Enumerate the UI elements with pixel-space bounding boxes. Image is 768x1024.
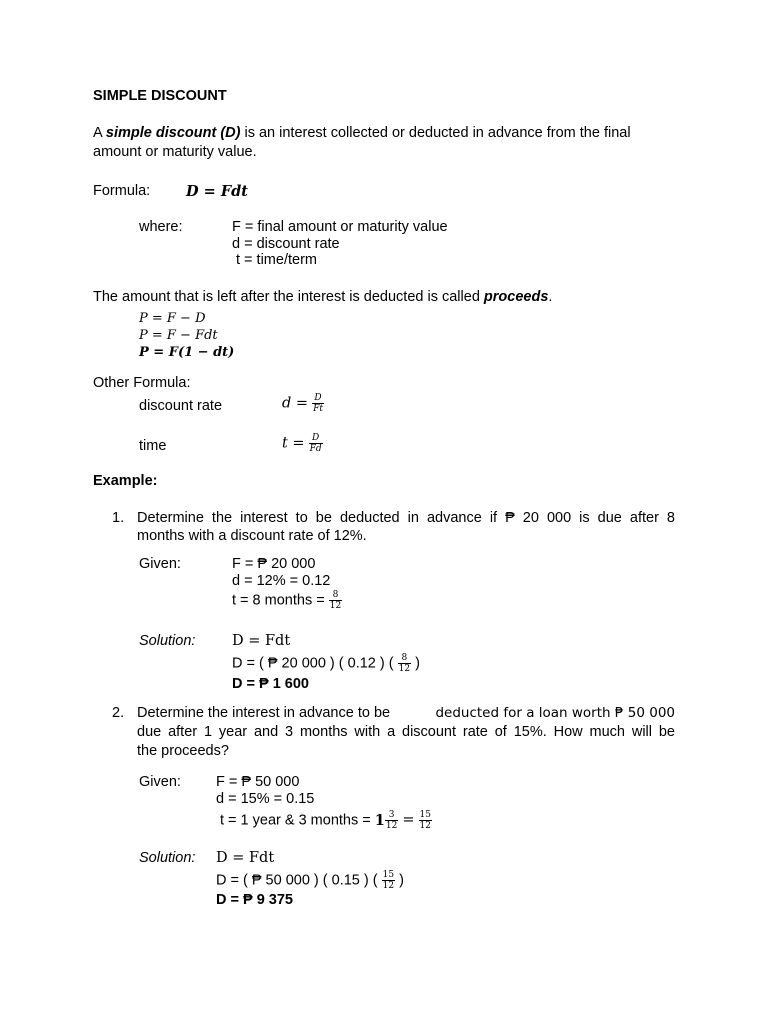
- example-2-given-t-den: 12: [385, 821, 398, 831]
- example-1-given-label: Given:: [139, 556, 181, 572]
- example-1-answer: D = ₱ 1 600: [232, 676, 309, 692]
- example-2-solution-2-post: ): [399, 872, 404, 889]
- time-numerator: D: [309, 433, 323, 444]
- example-1-given-d: d = 12% = 0.12: [232, 573, 331, 589]
- example-2-line-3: the proceeds?: [137, 743, 229, 759]
- page-title: SIMPLE DISCOUNT: [93, 88, 227, 104]
- proceeds-text: The amount that is left after the interest is deducted is called: [93, 289, 480, 305]
- example-2-line-2: due after 1 year and 3 months with a discount rate of 15%. How much will be: [137, 724, 675, 740]
- example-2-solution-1: D = Fdt: [216, 850, 275, 866]
- time-label: time: [139, 438, 167, 454]
- intro-line-2: amount or maturity value.: [93, 144, 257, 160]
- proceeds-eq-3: P = F(1 − dt): [139, 345, 235, 360]
- example-1-line-2: months with a discount rate of 12%.: [137, 528, 367, 544]
- example-2-given-t-text: t = 1 year & 3 months =: [220, 812, 371, 829]
- example-1-solution-2-pre: D = ( ₱ 20 000 ) ( 0.12 ) (: [232, 655, 394, 672]
- example-2-given-t-num-2: 15: [419, 810, 431, 820]
- intro-term: simple discount (D): [105, 125, 241, 141]
- rate-denominator: Ft: [313, 404, 323, 414]
- example-1-line-1: Determine the interest to be deducted in advance if ₱ 20 000 is due after 8: [137, 510, 675, 526]
- example-2-number: 2.: [112, 705, 125, 721]
- example-1-solution-2-post: ): [415, 655, 420, 672]
- proceeds-period: .: [548, 289, 553, 305]
- example-2-answer: D = ₱ 9 375: [216, 892, 293, 908]
- example-1-given-t-num: 8: [329, 590, 342, 601]
- intro-line-1: [93, 125, 631, 142]
- rate-lhs: d =: [282, 395, 309, 412]
- example-1-given-t-den: 12: [329, 601, 342, 611]
- example-2-solution-2-fraction: [382, 870, 395, 891]
- example-1-solution-1: D = Fdt: [232, 633, 291, 649]
- example-1-solution-2: [232, 653, 420, 674]
- proceeds-eq-1: P = F − D: [139, 311, 206, 326]
- where-d: d = discount rate: [232, 236, 340, 252]
- example-label: Example:: [93, 473, 158, 489]
- example-2-solution-2-num: 15: [382, 870, 395, 880]
- example-1-given-t: [232, 590, 342, 611]
- example-1-given-f: F = ₱ 20 000: [232, 556, 316, 572]
- example-2-given-label: Given:: [139, 774, 181, 790]
- where-label: where:: [139, 219, 183, 235]
- example-2-line-1-a: Determine the interest in advance to be: [137, 705, 391, 721]
- example-2-given-t-fraction-2: [419, 810, 432, 831]
- example-1-solution-label: Solution:: [139, 633, 196, 649]
- example-2-solution-2-pre: D = ( ₱ 50 000 ) ( 0.15 ) (: [216, 872, 378, 889]
- time-fraction: [309, 433, 323, 454]
- example-2-given-t-equals: =: [402, 812, 415, 828]
- example-2-line-1: [137, 705, 675, 722]
- example-2-given-f: F = ₱ 50 000: [216, 774, 300, 790]
- time-denominator: Fd: [309, 444, 322, 454]
- example-1-solution-2-den: 12: [398, 664, 411, 674]
- example-2-given-d: d = 15% = 0.15: [216, 791, 315, 807]
- formula-label: Formula:: [93, 183, 151, 199]
- formula-expression: D = Fdt: [186, 183, 248, 200]
- example-2-solution-label: Solution:: [139, 850, 196, 866]
- example-1-number: 1.: [112, 510, 125, 526]
- other-formula-label: Other Formula:: [93, 375, 191, 391]
- proceeds-eq-2: P = F − Fdt: [139, 328, 218, 343]
- example-2-given-t-den-2: 12: [419, 821, 431, 831]
- time-formula: [282, 433, 323, 454]
- proceeds-term: proceeds: [483, 289, 549, 305]
- example-2-given-t-whole: 1: [374, 812, 385, 829]
- example-1-solution-2-fraction: [398, 653, 411, 674]
- example-1-solution-2-num: 8: [398, 653, 411, 664]
- rate-fraction: [312, 393, 324, 414]
- time-lhs: t =: [282, 435, 305, 452]
- where-t: t = time/term: [236, 252, 317, 268]
- proceeds-sentence: [93, 289, 552, 306]
- example-1-given-t-fraction: [329, 590, 342, 611]
- example-2-given-t: [220, 810, 432, 831]
- example-1-given-t-text: t = 8 months =: [232, 592, 325, 609]
- example-2-given-t-fraction: [385, 810, 398, 831]
- example-2-solution-2-den: 12: [382, 881, 395, 891]
- example-2-given-t-num: 3: [385, 810, 398, 821]
- where-f: F = final amount or maturity value: [232, 219, 448, 235]
- rate-numerator: D: [312, 393, 324, 404]
- intro-rest-1: is an interest collected or deducted in advance from the final: [244, 125, 631, 141]
- intro-a: A: [93, 125, 102, 141]
- rate-label: discount rate: [139, 398, 223, 414]
- rate-formula: [282, 393, 324, 414]
- example-2-line-1-b: deducted for a loan worth ₱ 50 000: [435, 705, 675, 721]
- example-2-solution-2: [216, 870, 404, 891]
